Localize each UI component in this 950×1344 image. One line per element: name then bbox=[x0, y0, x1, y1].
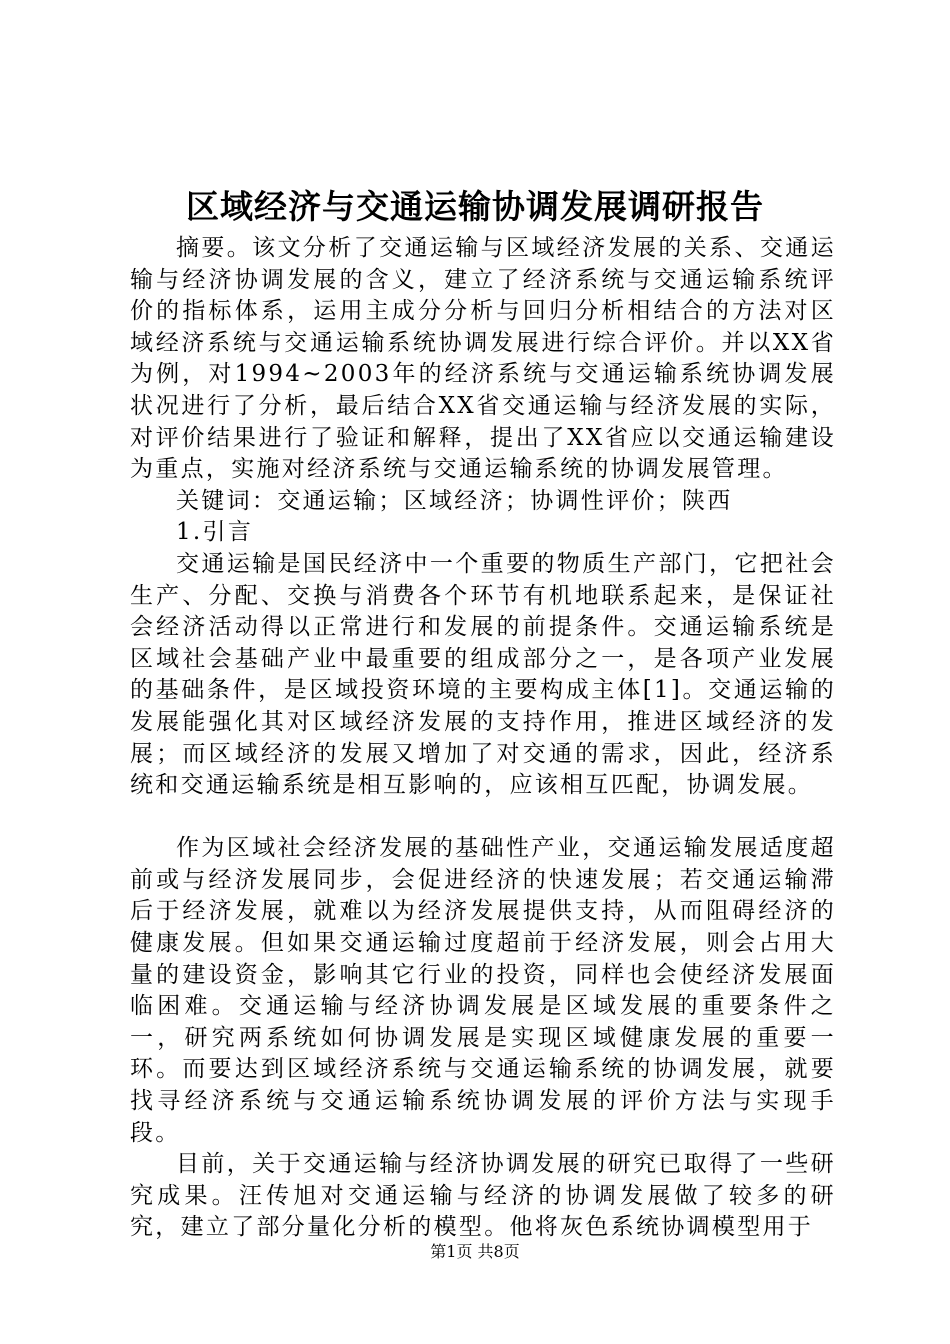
document-body bbox=[130, 233, 836, 1244]
keywords-paragraph: 关键词：交通运输；区域经济；协调性评价；陕西 bbox=[176, 487, 733, 514]
page-total: 共8页 bbox=[477, 1242, 520, 1261]
document-title: 区域经济与交通运输协调发展调研报告 bbox=[186, 187, 764, 226]
body-paragraph: 作为区域社会经济发展的基础性产业，交通运输发展适度超前或与经济发展同步，会促进经济的快速发展；若交通运输滞后于经济发展，就难以为经济发展提供支持，从而阻碍经济的健康发展。但如果交通运输过度超前于经济发展，则会占用大量的建设资金，影响其它行业的投资，同样也会使经济发展面临困难。交通运输与经济协调发展是区域发展的重要条件之一，研究两系统如何协调发展是实现区域健康发展的重要一环。而要达到区域经济系统与交通运输系统的协调发展，就要找寻经济系统与交通运输系统协调发展的评价方法与实现手段。 bbox=[130, 835, 836, 1146]
paragraph-spacer bbox=[130, 802, 836, 834]
page-number: 第1页 bbox=[430, 1242, 473, 1261]
abstract-paragraph: 摘要。该文分析了交通运输与区域经济发展的关系、交通运输与经济协调发展的含义，建立了经济系统与交通运输系统评价的指标体系，运用主成分分析与回归分析相结合的方法对区域经济系统与交通运输系统协调发展进行综合评价。并以XX省为例，对1994~2003年的经济系统与交通运输系统协调发展状况进行了分析，最后结合XX省交通运输与经济发展的实际，对评价结果进行了验证和解释，提出了XX省应以交通运输建设为重点，实施对经济系统与交通运输系统的协调发展管理。 bbox=[130, 235, 836, 483]
section-heading-introduction: 1.引言 bbox=[176, 519, 254, 546]
body-paragraph: 目前，关于交通运输与经济协调发展的研究已取得了一些研究成果。汪传旭对交通运输与经济的协调发展做了较多的研究，建立了部分量化分析的模型。他将灰色系统协调模型用于 bbox=[130, 1151, 836, 1241]
page-footer bbox=[0, 1241, 950, 1263]
body-paragraph: 交通运输是国民经济中一个重要的物质生产部门，它把社会生产、分配、交换与消费各个环节有机地联系起来，是保证社会经济活动得以正常进行和发展的前提条件。交通运输系统是区域社会基础产业中最重要的组成部分之一，是各项产业发展的基础条件，是区域投资环境的主要构成主体[1]。交通运输的发展能强化其对区域经济发展的支持作用，推进区域经济的发展；而区域经济的发展又增加了对交通的需求，因此，经济系统和交通运输系统是相互影响的，应该相互匹配，协调发展。 bbox=[130, 550, 836, 799]
